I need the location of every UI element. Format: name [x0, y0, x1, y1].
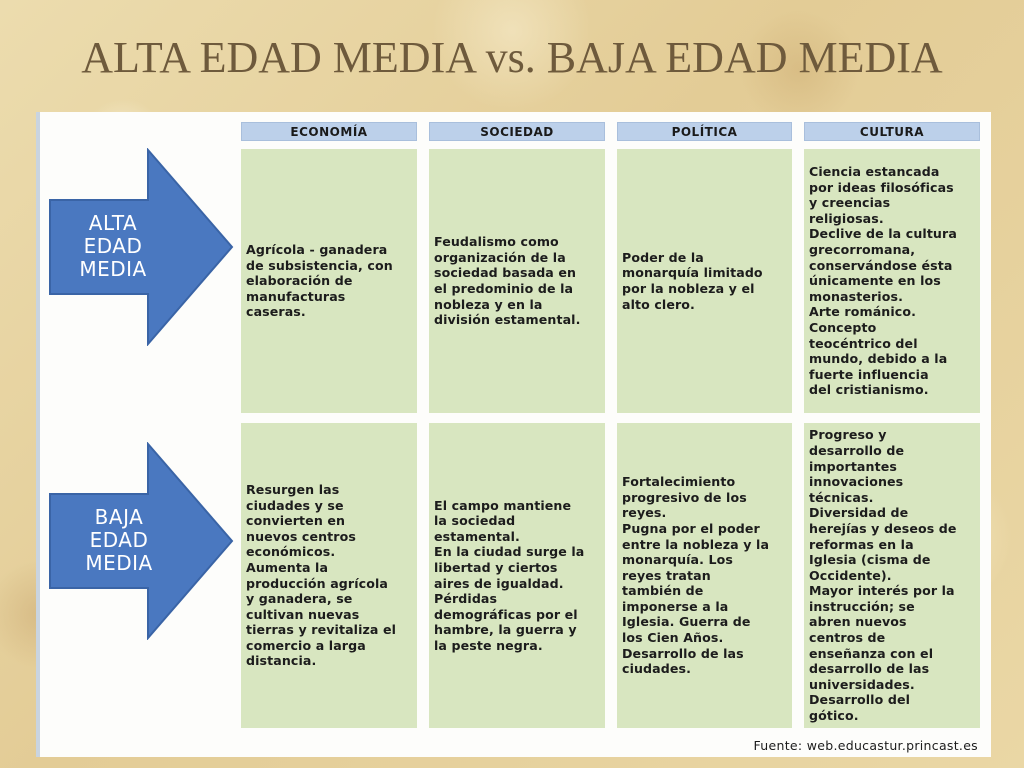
column-header-sociedad: SOCIEDAD — [429, 122, 605, 141]
cell-text: Agrícola - ganadera de subsistencia, con elaboración de manufacturas caseras. — [246, 242, 393, 320]
cell-alta-cultura — [804, 149, 980, 413]
cell-alta-politica — [617, 149, 792, 413]
source-credit: Fuente: web.educastur.princast.es — [753, 738, 978, 753]
cell-text: Resurgen las ciudades y se convierten en nuevos centros económicos. Aumenta la producción agrícola y ganadera, se cultivan nuevas tierras y revitaliza el comercio a larga distancia. — [246, 481, 397, 669]
cell-baja-economia — [241, 423, 417, 728]
cell-alta-sociedad — [429, 149, 605, 413]
panel-edge — [36, 112, 40, 757]
cell-text: Progreso y desarrollo de importantes innovaciones técnicas. Diversidad de herejías y deseos de reformas en la Iglesia (cisma de Occidente). Mayor interés por la instrucción; se abren nuevos centros de enseñanza con el desarrollo de las universidades. Desarrollo del gótico. — [809, 427, 957, 724]
column-header-economia: ECONOMÍA — [241, 122, 417, 141]
cell-baja-politica — [617, 423, 792, 728]
cell-text: Feudalismo como organización de la sociedad basada en el predominio de la nobleza y en la división estamental. — [434, 234, 581, 328]
row-label-alta-edad-media: ALTA EDAD MEDIA — [79, 211, 147, 281]
column-header-cultura: CULTURA — [804, 122, 980, 141]
cell-baja-cultura — [804, 423, 980, 728]
slide-title: ALTA EDAD MEDIA vs. BAJA EDAD MEDIA — [81, 33, 943, 82]
comparison-table — [36, 112, 991, 757]
cell-alta-economia — [241, 149, 417, 413]
cell-text: Ciencia estancada por ideas filosóficas y creencias religiosas. Declive de la cultura grecorromana, conservándose ésta únicamente en los monasterios. Arte románico. Concepto teocéntrico del mundo, debido a la fuerte influencia del cristianismo. — [809, 164, 957, 398]
cell-text: Poder de la monarquía limitado por la nobleza y el alto clero. — [622, 249, 763, 312]
cell-baja-sociedad — [429, 423, 605, 728]
cell-text: Fortalecimiento progresivo de los reyes. Pugna por el poder entre la nobleza y la monarquía. Los reyes tratan también de imponerse a la Iglesia. Guerra de los Cien Años. Desarrollo de las ciudades. — [622, 474, 770, 677]
cell-text: El campo mantiene la sociedad estamental. En la ciudad surge la libertad y ciertos aires de igualdad. Pérdidas demográficas por el hambre, la guerra y la peste negra. — [434, 497, 585, 653]
row-label-baja-edad-media: BAJA EDAD MEDIA — [85, 505, 153, 575]
column-header-politica: POLÍTICA — [617, 122, 792, 141]
